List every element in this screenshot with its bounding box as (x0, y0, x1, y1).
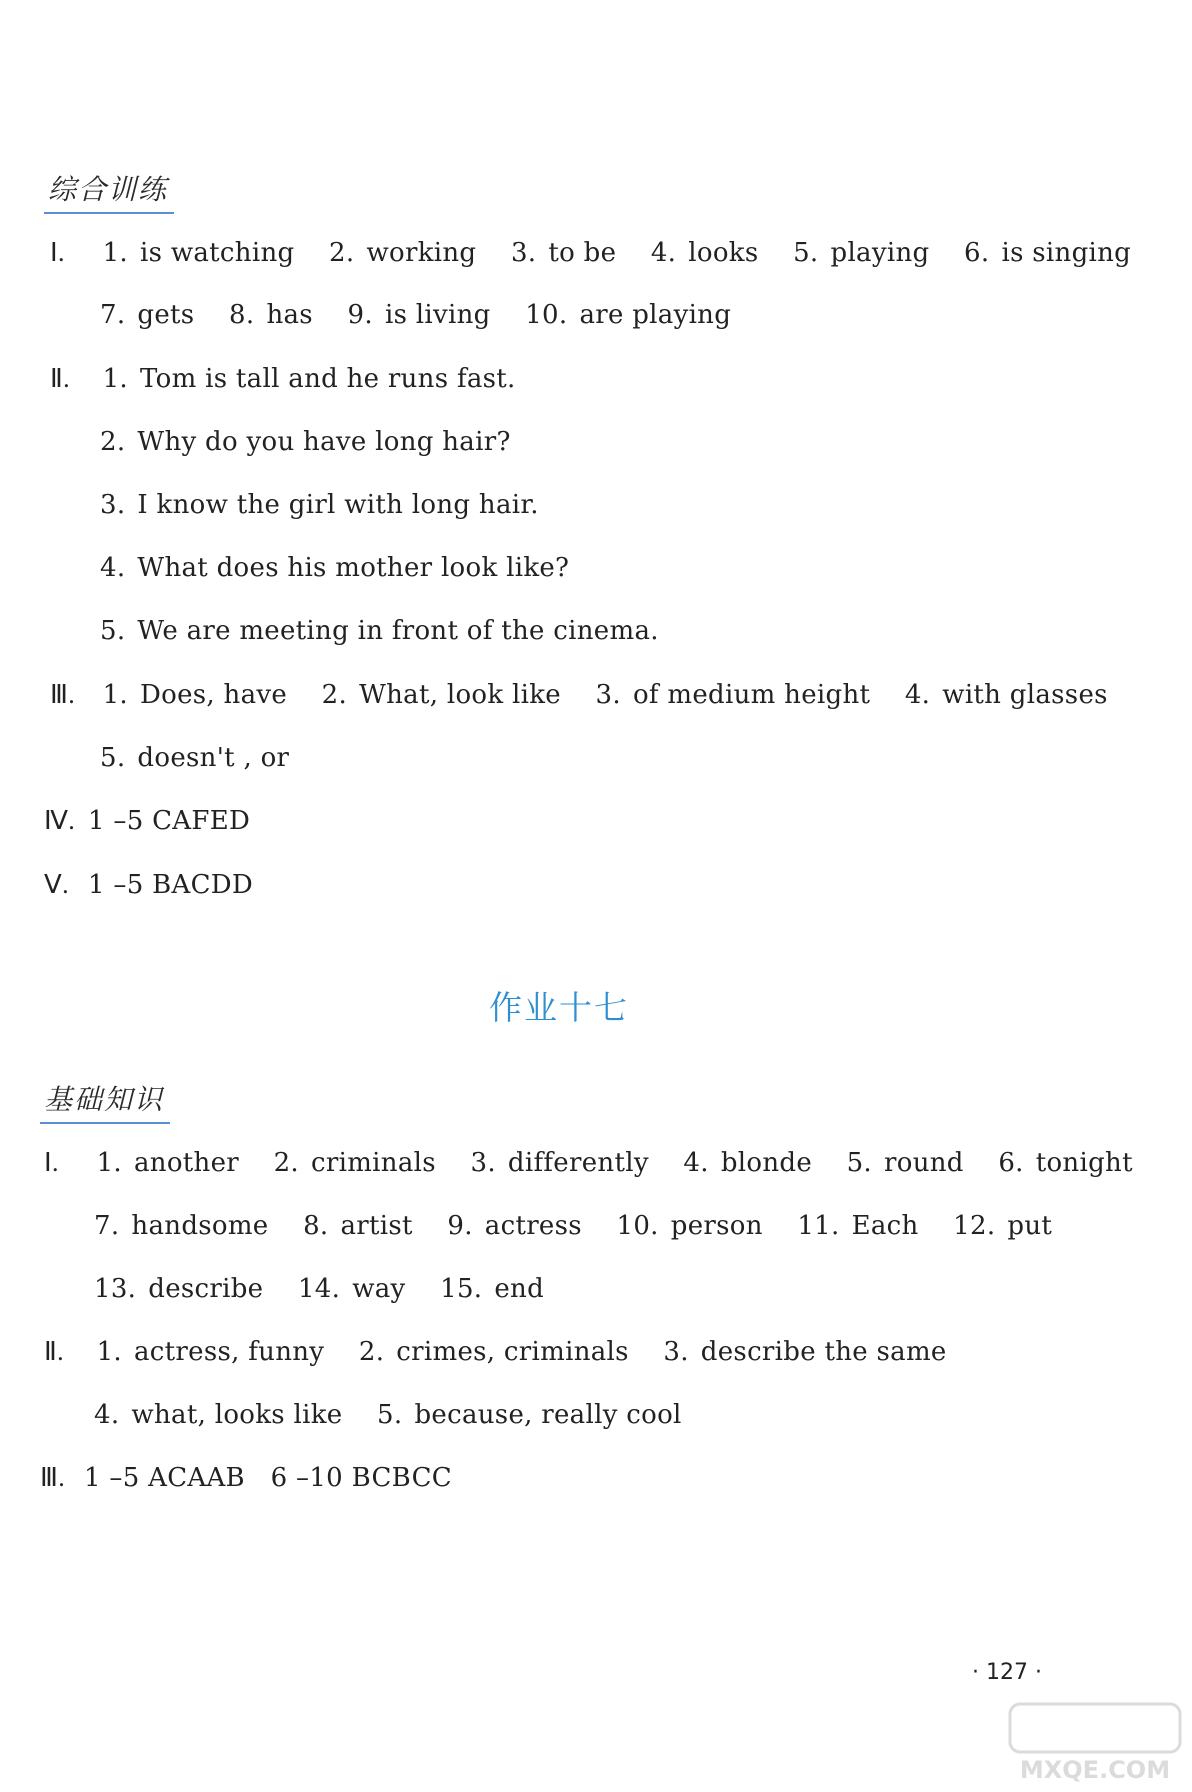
item-number: 3. (510, 238, 537, 268)
item-number: 5. (100, 616, 126, 646)
item-number: 2. (273, 1148, 300, 1178)
item-answer: tonight (1035, 1148, 1133, 1178)
item-number: 3. (470, 1148, 496, 1178)
page-number: · 127 · (972, 1660, 1042, 1685)
item-answer: What does his mother look like? (137, 553, 570, 583)
item-number: 5. (377, 1400, 403, 1430)
item-number: 14. (297, 1274, 341, 1304)
section-heading-comprehensive: 综合训练 (44, 168, 174, 214)
answer-line-1-V (44, 870, 253, 900)
item-answer: We are meeting in front of the cinema. (137, 616, 659, 646)
answer-line-1-IV (44, 806, 250, 836)
item-answer: differently (507, 1148, 649, 1178)
item-number: 2. (321, 680, 348, 710)
item-number: 4. (94, 1400, 120, 1430)
item-answer: way (352, 1274, 406, 1304)
item-answer: is watching (140, 238, 295, 268)
item-answer: person (670, 1211, 763, 1241)
item-answer: put (1007, 1211, 1053, 1241)
item-answer: I know the girl with long hair. (137, 490, 539, 520)
item-number: 8. (303, 1211, 329, 1241)
answer-line-2-I-row2 (94, 1211, 1078, 1241)
item-number: 1. (96, 1148, 122, 1178)
item-answer: 1 –5 ACAAB 6 –10 BCBCC (84, 1463, 452, 1493)
item-number: 13. (94, 1274, 137, 1304)
roman-numeral: Ⅲ. (50, 680, 76, 709)
item-number: 1. (96, 1337, 122, 1367)
item-answer: crimes, criminals (396, 1337, 629, 1367)
item-number: 4. (683, 1148, 709, 1178)
item-number: 1. (102, 680, 128, 710)
item-answer: are playing (579, 300, 732, 330)
answer-line-2-I-row1 (44, 1148, 1159, 1178)
item-number: 3. (663, 1337, 689, 1367)
item-number: 6. (964, 238, 990, 268)
item-answer: working (366, 238, 477, 268)
item-answer: criminals (311, 1148, 436, 1178)
item-answer: 1 –5 BACDD (88, 870, 254, 900)
item-answer: looks (688, 238, 759, 268)
item-answer: playing (830, 238, 930, 268)
item-number: 8. (229, 300, 255, 330)
item-number: 10. (525, 300, 568, 330)
item-answer: describe (148, 1274, 264, 1304)
roman-numeral: Ⅳ. (44, 806, 76, 835)
roman-numeral: Ⅴ. (44, 870, 69, 899)
item-answer: is singing (1001, 238, 1132, 268)
item-answer: doesn't , or (137, 743, 290, 773)
answer-line-1-II-4 (100, 553, 569, 583)
item-number: 12. (953, 1211, 996, 1241)
item-answer: what, looks like (131, 1400, 343, 1430)
item-answer: artist (340, 1211, 413, 1241)
item-answer: to be (548, 238, 617, 268)
item-number: 7. (94, 1211, 120, 1241)
item-number: 4. (904, 680, 931, 710)
section-heading-basic: 基础知识 (40, 1078, 170, 1124)
item-number: 7. (100, 300, 126, 330)
watermark-text: MXQE.COM (1019, 1756, 1171, 1784)
item-answer: Tom is tall and he runs fast. (140, 364, 516, 394)
item-number: 5. (846, 1148, 873, 1178)
item-number: 6. (998, 1148, 1024, 1178)
item-answer: Why do you have long hair? (137, 427, 511, 457)
roman-numeral: Ⅰ. (50, 238, 65, 267)
item-answer: another (134, 1148, 240, 1178)
item-number: 3. (100, 490, 126, 520)
item-answer: of medium height (632, 680, 871, 710)
item-number: 1. (102, 364, 128, 394)
answer-line-2-I-row3 (94, 1274, 570, 1304)
item-number: 9. (447, 1211, 473, 1241)
item-number: 4. (650, 238, 677, 268)
item-answer: 1 –5 CAFED (88, 806, 251, 836)
item-answer: has (266, 300, 313, 330)
watermark-logo (1000, 1700, 1190, 1788)
answer-line-1-III-row1 (50, 680, 1134, 710)
item-number: 5. (793, 238, 819, 268)
item-answer: round (884, 1148, 964, 1178)
item-answer: end (494, 1274, 545, 1304)
answer-line-2-III (40, 1463, 452, 1493)
item-number: 5. (100, 743, 126, 773)
answer-line-1-III-row2 (100, 743, 289, 773)
item-answer: Each (851, 1211, 919, 1241)
item-number: 15. (440, 1274, 483, 1304)
item-number: 2. (329, 238, 355, 268)
item-answer: What, look like (359, 680, 561, 710)
item-answer: actress, funny (134, 1337, 325, 1367)
answer-line-1-I-row2 (100, 300, 757, 330)
roman-numeral: Ⅱ. (44, 1337, 64, 1366)
item-answer: handsome (131, 1211, 269, 1241)
homework-title: 作业十七 (489, 988, 629, 1027)
answer-line-1-II-3 (100, 490, 539, 520)
item-answer: describe the same (700, 1337, 947, 1367)
item-answer: gets (137, 300, 195, 330)
answer-line-1-II-5 (100, 616, 659, 646)
item-answer: because, really cool (414, 1400, 682, 1430)
item-answer: Does, have (140, 680, 288, 710)
item-number: 11. (797, 1211, 840, 1241)
item-answer: with glasses (942, 680, 1108, 710)
item-number: 4. (100, 553, 126, 583)
answer-line-2-II-row1 (44, 1337, 973, 1367)
item-answer: actress (484, 1211, 582, 1241)
item-number: 9. (347, 300, 373, 330)
answer-line-1-II-2 (100, 427, 511, 457)
answer-line-1-II-1 (50, 364, 516, 394)
item-number: 3. (595, 680, 621, 710)
answer-line-2-II-row2 (94, 1400, 708, 1430)
roman-numeral: Ⅲ. (40, 1463, 66, 1492)
item-number: 1. (102, 238, 128, 268)
roman-numeral: Ⅰ. (44, 1148, 59, 1177)
roman-numeral: Ⅱ. (50, 364, 70, 393)
answer-line-1-I-row1 (50, 238, 1157, 268)
item-number: 10. (616, 1211, 659, 1241)
item-answer: blonde (720, 1148, 813, 1178)
item-number: 2. (100, 427, 126, 457)
item-answer: is living (384, 300, 491, 330)
item-number: 2. (358, 1337, 385, 1367)
